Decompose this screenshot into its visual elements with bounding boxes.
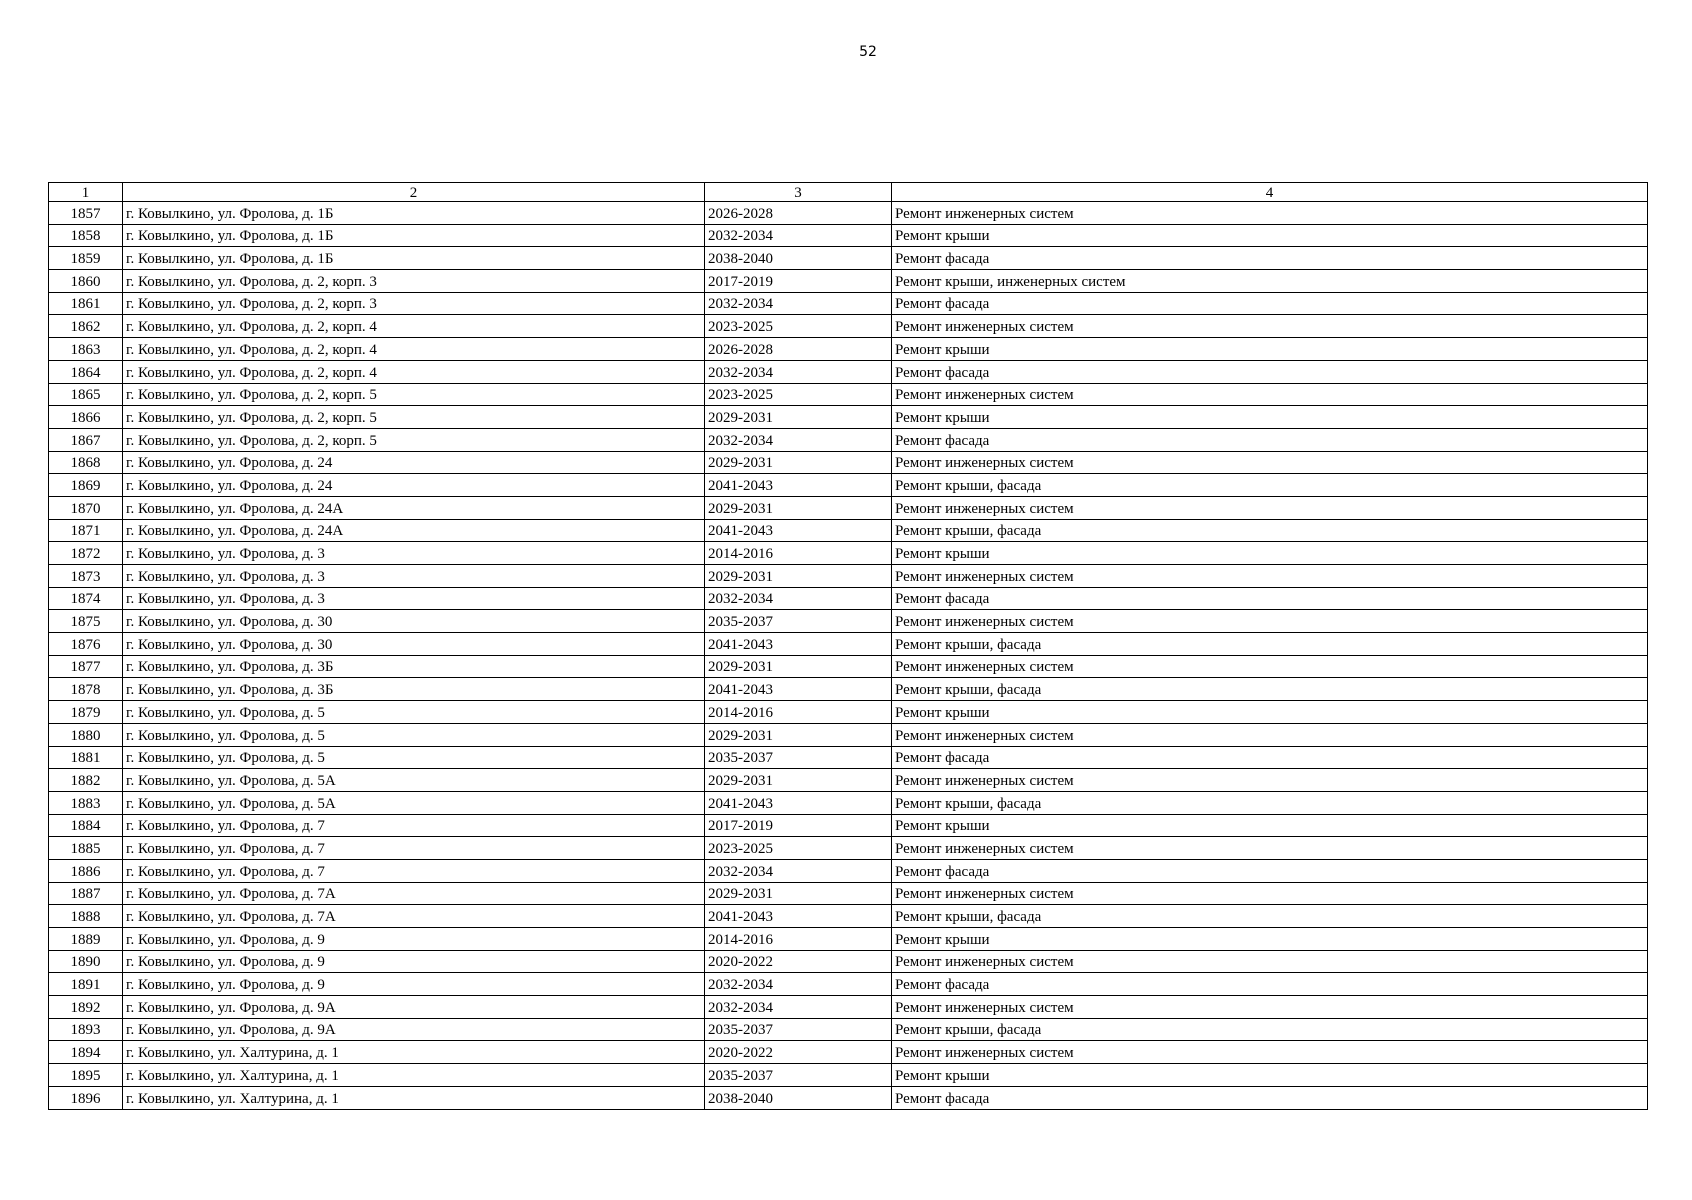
- work-type-cell: Ремонт крыши, фасада: [892, 474, 1648, 497]
- table-row: [49, 723, 1648, 746]
- address-cell: г. Ковылкино, ул. Фролова, д. 5А: [123, 791, 705, 814]
- address-cell: г. Ковылкино, ул. Фролова, д. 24А: [123, 496, 705, 519]
- row-number-cell: 1895: [49, 1064, 123, 1087]
- work-type-cell: Ремонт фасада: [892, 859, 1648, 882]
- period-cell: 2032-2034: [705, 996, 892, 1019]
- row-number-cell: 1875: [49, 610, 123, 633]
- row-number-cell: 1868: [49, 451, 123, 474]
- row-number-cell: 1857: [49, 202, 123, 225]
- row-number-cell: 1886: [49, 859, 123, 882]
- address-cell: г. Ковылкино, ул. Фролова, д. 2, корп. 5: [123, 383, 705, 406]
- row-number-cell: 1862: [49, 315, 123, 338]
- work-type-cell: Ремонт крыши, фасада: [892, 633, 1648, 656]
- row-number-cell: 1874: [49, 587, 123, 610]
- period-cell: 2017-2019: [705, 270, 892, 293]
- row-number-cell: 1870: [49, 496, 123, 519]
- row-number-cell: 1863: [49, 338, 123, 361]
- table-row: [49, 1041, 1648, 1064]
- work-type-cell: Ремонт инженерных систем: [892, 723, 1648, 746]
- row-number-cell: 1872: [49, 542, 123, 565]
- address-cell: г. Ковылкино, ул. Фролова, д. 5: [123, 746, 705, 769]
- table-row: [49, 224, 1648, 247]
- period-cell: 2029-2031: [705, 565, 892, 588]
- period-cell: 2035-2037: [705, 746, 892, 769]
- period-cell: 2029-2031: [705, 723, 892, 746]
- period-cell: 2038-2040: [705, 247, 892, 270]
- row-number-cell: 1887: [49, 882, 123, 905]
- row-number-cell: 1896: [49, 1086, 123, 1109]
- address-cell: г. Ковылкино, ул. Халтурина, д. 1: [123, 1064, 705, 1087]
- address-cell: г. Ковылкино, ул. Фролова, д. 1Б: [123, 247, 705, 270]
- address-cell: г. Ковылкино, ул. Фролова, д. 1Б: [123, 224, 705, 247]
- table-row: [49, 814, 1648, 837]
- work-type-cell: Ремонт инженерных систем: [892, 496, 1648, 519]
- column-header-1: 1: [49, 183, 123, 202]
- table-row: [49, 1086, 1648, 1109]
- work-type-cell: Ремонт крыши: [892, 224, 1648, 247]
- period-cell: 2032-2034: [705, 973, 892, 996]
- work-type-cell: Ремонт крыши, фасада: [892, 519, 1648, 542]
- address-cell: г. Ковылкино, ул. Фролова, д. 7: [123, 859, 705, 882]
- table-row: [49, 678, 1648, 701]
- period-cell: 2041-2043: [705, 474, 892, 497]
- address-cell: г. Ковылкино, ул. Фролова, д. 3Б: [123, 678, 705, 701]
- work-type-cell: Ремонт крыши, фасада: [892, 1018, 1648, 1041]
- address-cell: г. Ковылкино, ул. Фролова, д. 9: [123, 928, 705, 951]
- work-type-cell: Ремонт фасада: [892, 360, 1648, 383]
- work-type-cell: Ремонт инженерных систем: [892, 383, 1648, 406]
- work-type-cell: Ремонт инженерных систем: [892, 202, 1648, 225]
- repair-schedule-table: [48, 182, 1648, 1110]
- work-type-cell: Ремонт фасада: [892, 746, 1648, 769]
- period-cell: 2029-2031: [705, 882, 892, 905]
- work-type-cell: Ремонт крыши: [892, 542, 1648, 565]
- work-type-cell: Ремонт крыши: [892, 1064, 1648, 1087]
- work-type-cell: Ремонт крыши: [892, 701, 1648, 724]
- work-type-cell: Ремонт инженерных систем: [892, 882, 1648, 905]
- row-number-cell: 1882: [49, 769, 123, 792]
- address-cell: г. Ковылкино, ул. Фролова, д. 2, корп. 4: [123, 360, 705, 383]
- address-cell: г. Ковылкино, ул. Фролова, д. 5: [123, 723, 705, 746]
- row-number-cell: 1866: [49, 406, 123, 429]
- work-type-cell: Ремонт фасада: [892, 587, 1648, 610]
- period-cell: 2023-2025: [705, 315, 892, 338]
- row-number-cell: 1885: [49, 837, 123, 860]
- row-number-cell: 1861: [49, 292, 123, 315]
- address-cell: г. Ковылкино, ул. Фролова, д. 9: [123, 950, 705, 973]
- period-cell: 2032-2034: [705, 292, 892, 315]
- row-number-cell: 1869: [49, 474, 123, 497]
- period-cell: 2041-2043: [705, 905, 892, 928]
- work-type-cell: Ремонт фасада: [892, 973, 1648, 996]
- address-cell: г. Ковылкино, ул. Фролова, д. 9: [123, 973, 705, 996]
- address-cell: г. Ковылкино, ул. Фролова, д. 5: [123, 701, 705, 724]
- period-cell: 2029-2031: [705, 451, 892, 474]
- table-row: [49, 610, 1648, 633]
- work-type-cell: Ремонт инженерных систем: [892, 655, 1648, 678]
- address-cell: г. Ковылкино, ул. Фролова, д. 2, корп. 3: [123, 292, 705, 315]
- work-type-cell: Ремонт крыши: [892, 338, 1648, 361]
- row-number-cell: 1879: [49, 701, 123, 724]
- address-cell: г. Ковылкино, ул. Фролова, д. 3: [123, 542, 705, 565]
- address-cell: г. Ковылкино, ул. Фролова, д. 3: [123, 587, 705, 610]
- row-number-cell: 1889: [49, 928, 123, 951]
- table-row: [49, 315, 1648, 338]
- table-row: [49, 542, 1648, 565]
- period-cell: 2035-2037: [705, 610, 892, 633]
- table-row: [49, 882, 1648, 905]
- table-row: [49, 292, 1648, 315]
- table-row: [49, 565, 1648, 588]
- work-type-cell: Ремонт инженерных систем: [892, 950, 1648, 973]
- work-type-cell: Ремонт инженерных систем: [892, 1041, 1648, 1064]
- work-type-cell: Ремонт крыши, фасада: [892, 678, 1648, 701]
- table-row: [49, 996, 1648, 1019]
- address-cell: г. Ковылкино, ул. Фролова, д. 3: [123, 565, 705, 588]
- row-number-cell: 1883: [49, 791, 123, 814]
- row-number-cell: 1877: [49, 655, 123, 678]
- column-header-2: 2: [123, 183, 705, 202]
- address-cell: г. Ковылкино, ул. Фролова, д. 1Б: [123, 202, 705, 225]
- address-cell: г. Ковылкино, ул. Фролова, д. 24: [123, 474, 705, 497]
- address-cell: г. Ковылкино, ул. Фролова, д. 7А: [123, 882, 705, 905]
- period-cell: 2014-2016: [705, 701, 892, 724]
- period-cell: 2032-2034: [705, 224, 892, 247]
- period-cell: 2020-2022: [705, 950, 892, 973]
- table-row: [49, 633, 1648, 656]
- address-cell: г. Ковылкино, ул. Фролова, д. 7А: [123, 905, 705, 928]
- work-type-cell: Ремонт инженерных систем: [892, 837, 1648, 860]
- table-row: [49, 973, 1648, 996]
- period-cell: 2041-2043: [705, 791, 892, 814]
- address-cell: г. Ковылкино, ул. Фролова, д. 2, корп. 4: [123, 338, 705, 361]
- address-cell: г. Ковылкино, ул. Фролова, д. 30: [123, 633, 705, 656]
- work-type-cell: Ремонт инженерных систем: [892, 315, 1648, 338]
- address-cell: г. Ковылкино, ул. Халтурина, д. 1: [123, 1086, 705, 1109]
- period-cell: 2041-2043: [705, 678, 892, 701]
- work-type-cell: Ремонт инженерных систем: [892, 451, 1648, 474]
- table-row: [49, 451, 1648, 474]
- table-row: [49, 338, 1648, 361]
- work-type-cell: Ремонт инженерных систем: [892, 610, 1648, 633]
- work-type-cell: Ремонт инженерных систем: [892, 769, 1648, 792]
- period-cell: 2032-2034: [705, 360, 892, 383]
- row-number-cell: 1880: [49, 723, 123, 746]
- address-cell: г. Ковылкино, ул. Фролова, д. 2, корп. 5: [123, 428, 705, 451]
- table-row: [49, 383, 1648, 406]
- work-type-cell: Ремонт фасада: [892, 1086, 1648, 1109]
- table-row: [49, 837, 1648, 860]
- table-row: [49, 1018, 1648, 1041]
- row-number-cell: 1890: [49, 950, 123, 973]
- period-cell: 2014-2016: [705, 542, 892, 565]
- table-row: [49, 406, 1648, 429]
- address-cell: г. Ковылкино, ул. Фролова, д. 9А: [123, 1018, 705, 1041]
- table-row: [49, 950, 1648, 973]
- address-cell: г. Ковылкино, ул. Фролова, д. 9А: [123, 996, 705, 1019]
- work-type-cell: Ремонт фасада: [892, 247, 1648, 270]
- period-cell: 2026-2028: [705, 202, 892, 225]
- period-cell: 2029-2031: [705, 496, 892, 519]
- work-type-cell: Ремонт инженерных систем: [892, 565, 1648, 588]
- row-number-cell: 1867: [49, 428, 123, 451]
- row-number-cell: 1871: [49, 519, 123, 542]
- period-cell: 2029-2031: [705, 769, 892, 792]
- row-number-cell: 1860: [49, 270, 123, 293]
- table-row: [49, 270, 1648, 293]
- table-row: [49, 769, 1648, 792]
- address-cell: г. Ковылкино, ул. Фролова, д. 5А: [123, 769, 705, 792]
- period-cell: 2032-2034: [705, 859, 892, 882]
- table-row: [49, 746, 1648, 769]
- period-cell: 2029-2031: [705, 406, 892, 429]
- table-row: [49, 587, 1648, 610]
- period-cell: 2035-2037: [705, 1064, 892, 1087]
- address-cell: г. Ковылкино, ул. Фролова, д. 24А: [123, 519, 705, 542]
- table-row: [49, 360, 1648, 383]
- row-number-cell: 1891: [49, 973, 123, 996]
- address-cell: г. Ковылкино, ул. Фролова, д. 2, корп. 5: [123, 406, 705, 429]
- period-cell: 2041-2043: [705, 633, 892, 656]
- work-type-cell: Ремонт крыши, фасада: [892, 791, 1648, 814]
- work-type-cell: Ремонт инженерных систем: [892, 996, 1648, 1019]
- column-header-3: 3: [705, 183, 892, 202]
- work-type-cell: Ремонт фасада: [892, 428, 1648, 451]
- work-type-cell: Ремонт крыши, фасада: [892, 905, 1648, 928]
- column-header-4: 4: [892, 183, 1648, 202]
- period-cell: 2026-2028: [705, 338, 892, 361]
- row-number-cell: 1865: [49, 383, 123, 406]
- table-row: [49, 859, 1648, 882]
- column-number-header-row: [49, 183, 1648, 202]
- address-cell: г. Ковылкино, ул. Фролова, д. 2, корп. 3: [123, 270, 705, 293]
- row-number-cell: 1881: [49, 746, 123, 769]
- period-cell: 2035-2037: [705, 1018, 892, 1041]
- period-cell: 2020-2022: [705, 1041, 892, 1064]
- address-cell: г. Ковылкино, ул. Фролова, д. 2, корп. 4: [123, 315, 705, 338]
- table-row: [49, 655, 1648, 678]
- address-cell: г. Ковылкино, ул. Фролова, д. 30: [123, 610, 705, 633]
- address-cell: г. Ковылкино, ул. Халтурина, д. 1: [123, 1041, 705, 1064]
- period-cell: 2041-2043: [705, 519, 892, 542]
- work-type-cell: Ремонт крыши, инженерных систем: [892, 270, 1648, 293]
- period-cell: 2017-2019: [705, 814, 892, 837]
- row-number-cell: 1888: [49, 905, 123, 928]
- table-row: [49, 1064, 1648, 1087]
- table-body: [49, 202, 1648, 1110]
- work-type-cell: Ремонт крыши: [892, 928, 1648, 951]
- period-cell: 2032-2034: [705, 587, 892, 610]
- row-number-cell: 1878: [49, 678, 123, 701]
- row-number-cell: 1858: [49, 224, 123, 247]
- period-cell: 2029-2031: [705, 655, 892, 678]
- period-cell: 2032-2034: [705, 428, 892, 451]
- address-cell: г. Ковылкино, ул. Фролова, д. 7: [123, 837, 705, 860]
- table-row: [49, 428, 1648, 451]
- row-number-cell: 1864: [49, 360, 123, 383]
- table-row: [49, 496, 1648, 519]
- period-cell: 2038-2040: [705, 1086, 892, 1109]
- table-row: [49, 519, 1648, 542]
- row-number-cell: 1876: [49, 633, 123, 656]
- table-row: [49, 791, 1648, 814]
- address-cell: г. Ковылкино, ул. Фролова, д. 24: [123, 451, 705, 474]
- row-number-cell: 1894: [49, 1041, 123, 1064]
- row-number-cell: 1873: [49, 565, 123, 588]
- table-row: [49, 247, 1648, 270]
- row-number-cell: 1884: [49, 814, 123, 837]
- page-number: 52: [859, 44, 877, 60]
- address-cell: г. Ковылкино, ул. Фролова, д. 7: [123, 814, 705, 837]
- address-cell: г. Ковылкино, ул. Фролова, д. 3Б: [123, 655, 705, 678]
- work-type-cell: Ремонт крыши: [892, 814, 1648, 837]
- period-cell: 2023-2025: [705, 837, 892, 860]
- row-number-cell: 1859: [49, 247, 123, 270]
- row-number-cell: 1892: [49, 996, 123, 1019]
- table-row: [49, 202, 1648, 225]
- table-row: [49, 701, 1648, 724]
- period-cell: 2023-2025: [705, 383, 892, 406]
- work-type-cell: Ремонт крыши: [892, 406, 1648, 429]
- table-row: [49, 474, 1648, 497]
- table-row: [49, 928, 1648, 951]
- work-type-cell: Ремонт фасада: [892, 292, 1648, 315]
- row-number-cell: 1893: [49, 1018, 123, 1041]
- period-cell: 2014-2016: [705, 928, 892, 951]
- table-row: [49, 905, 1648, 928]
